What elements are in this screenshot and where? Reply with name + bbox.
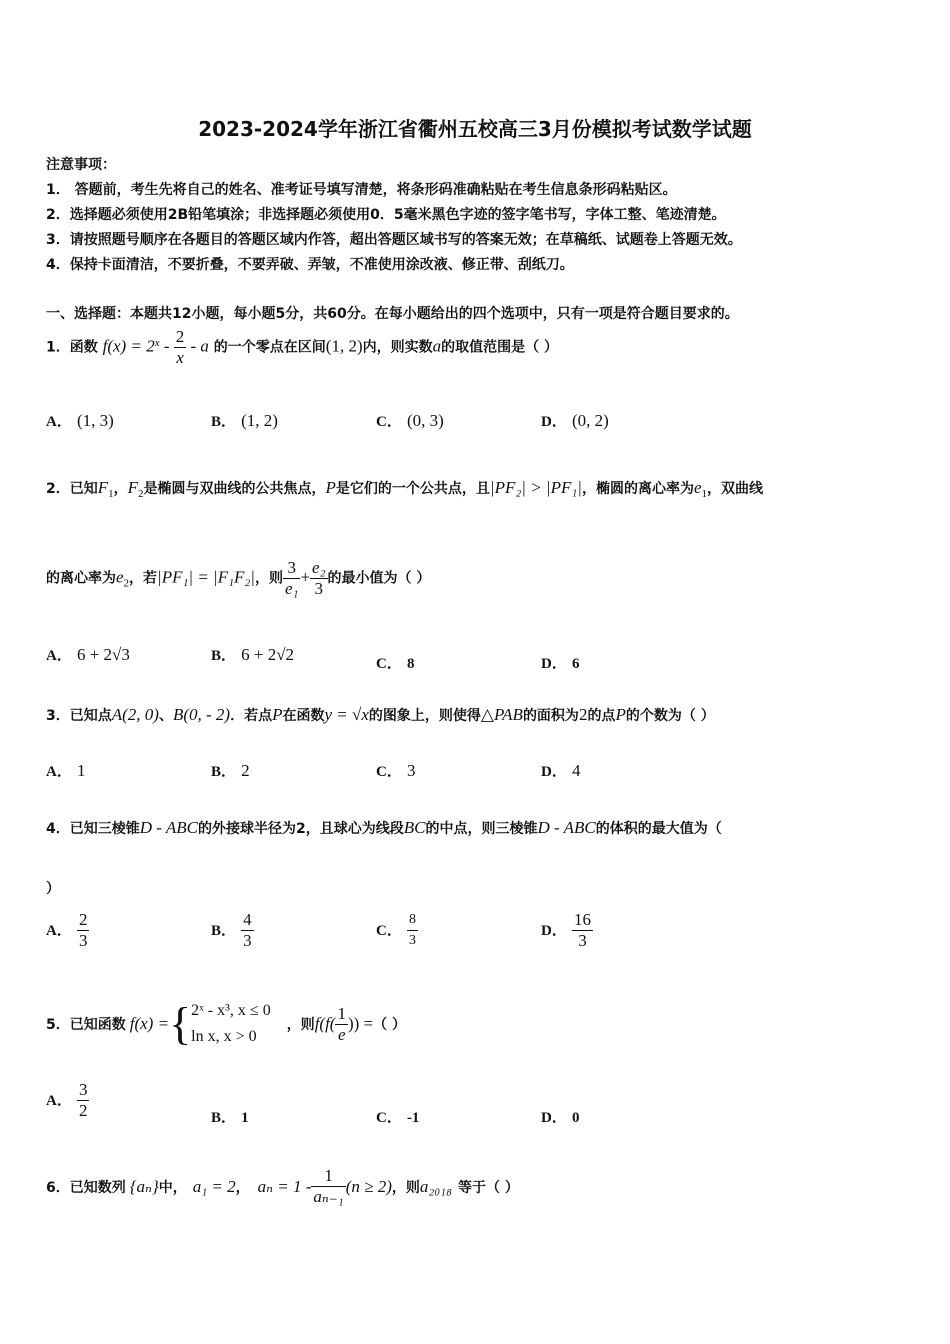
question-2-cont [46,558,430,599]
q5-option-d[interactable] [541,1106,579,1127]
question-number: 4．已知三棱锥 [46,821,140,837]
option-value: (0, 3) [406,411,444,430]
math-expression: B(0, - 2) [172,705,231,724]
denominator: 3 [578,931,587,950]
question-text: ，双曲线 [707,481,763,497]
question-number: 3．已知点 [46,708,112,724]
math-expression: (1, 2) [325,336,363,356]
option-value: 4 [571,761,581,780]
numerator: 3 [283,558,300,579]
question-text: 的最小值为（ ） [327,570,431,587]
denominator: 3 [314,579,324,598]
numerator: 1 [311,1166,345,1187]
fraction [572,910,593,951]
q4-option-c[interactable] [376,910,418,951]
option-value: 2 [241,761,250,780]
question-text: 的取值范围是（ ） [441,339,558,356]
question-text: 中， [158,1179,187,1196]
fraction [241,910,254,951]
math-expression: |PF₂| > |PF₁| [489,478,582,497]
denominator: x [176,348,184,367]
math-expression: f(f( [314,1014,336,1033]
denominator: e₁ [284,579,299,598]
numerator: e₂ [312,558,326,577]
q2-option-d[interactable] [541,652,579,673]
piecewise-case: 2ˣ - x³, x ≤ 0 [191,1002,271,1019]
q3-option-c[interactable] [376,760,415,781]
notice-heading: 注意事项： [46,157,116,173]
question-text: ，则 [254,570,283,587]
fraction [77,1080,90,1121]
option-label: A． [46,764,72,780]
q1-option-d[interactable] [541,410,609,431]
math-expression: f(x) = 2 [102,336,155,356]
math-expression: aₙ = 1 - [257,1176,312,1196]
question-text: 的一个零点在区间 [213,339,326,356]
option-label: A． [46,648,72,664]
question-text: ， [113,481,128,497]
math-expression: - [159,336,174,356]
q1-option-c[interactable] [376,410,444,431]
math-expression: D - ABC [537,818,596,837]
numerator: 2 [78,910,88,929]
option-label: C． [376,656,402,672]
question-3 [46,705,715,725]
option-value: (1, 2) [241,411,278,430]
math-expression: |PF₁| = |F₁F₂| [157,567,255,587]
page-title: 2023-2024学年浙江省衢州五校高三3月份模拟考试数学试题 [198,117,752,141]
math-expression: 1 [108,487,114,500]
question-text: 等于（ ） [458,1179,519,1196]
numerator: 3 [78,1080,88,1099]
math-expression: y = √x [324,705,369,724]
option-label: C． [376,414,402,430]
question-text: ，若 [129,570,158,587]
q1-option-b[interactable] [211,410,278,431]
option-label: C． [376,1110,402,1126]
option-value: 8 [406,656,415,672]
denominator: aₙ₋₁ [313,1187,344,1206]
q5-option-c[interactable] [376,1106,419,1127]
math-expression: 2 [123,577,130,590]
option-value: (0, 2) [571,411,609,430]
math-expression: F [127,478,139,497]
option-label: D． [541,923,567,939]
math-expression: A(2, 0) [111,705,159,724]
denominator: e [337,1024,346,1044]
option-value: 3 [406,761,416,780]
question-text: （ ） [373,1017,407,1033]
math-expression: 1 [701,487,707,500]
numerator: 1 [337,1003,346,1023]
question-text: ．若点 [230,708,273,724]
option-label: B． [211,764,237,780]
option-label: D． [541,656,567,672]
numerator: 2 [175,327,185,346]
question-text: ，则 [286,1017,315,1033]
denominator: 3 [408,933,416,948]
option-value: 0 [571,1110,580,1126]
question-text: 的体积的最大值为（ [595,821,722,837]
math-expression: + [300,567,311,587]
math-expression: 2 [578,705,588,724]
math-expression: BC [403,818,426,837]
option-label: B． [211,414,237,430]
option-label: C． [376,923,402,939]
option-value: 1 [241,1110,249,1126]
option-value: (1, 3) [76,411,114,430]
notice-item: 2．选择题必须使用2B铅笔填涂；非选择题必须使用0．5毫米黑色字迹的签字笔书写，字体工整、笔迹清楚。 [46,207,726,223]
math-expression: F [97,478,109,497]
math-expression: a₁ = 2 [192,1176,236,1196]
option-label: C． [376,764,402,780]
q1-option-a[interactable] [46,410,114,431]
math-expression: f(x) = [129,1014,170,1033]
notice-item: 3．请按照题号顺序在各题目的答题区域内作答，超出答题区域书写的答案无效；在草稿纸、试题卷上答题无效。 [46,232,742,248]
q5-option-b[interactable] [211,1106,249,1127]
q3-option-a[interactable] [46,760,85,781]
denominator: 3 [243,931,252,950]
math-expression: {aₙ} [129,1176,159,1196]
math-expression: (n ≥ 2) [345,1176,392,1196]
q3-option-b[interactable] [211,760,250,781]
question-text: 的外接球半径为2，且球心为线段 [198,821,404,837]
option-label: A． [46,414,72,430]
math-expression: a₂₀₁₈ [419,1176,452,1196]
math-expression: a [432,336,442,356]
q5-option-a[interactable] [46,1080,89,1121]
question-text: 的离心率为 [46,570,116,587]
piecewise-case: ln x, x > 0 [191,1028,257,1045]
option-value: 1 [76,761,86,780]
question-text: 的中点，则三棱锥 [425,821,538,837]
q4-option-a[interactable] [46,910,89,951]
question-number: 5．已知函数 [46,1017,126,1033]
q2-option-b[interactable] [211,644,294,665]
fraction [407,910,418,951]
fraction [174,327,187,368]
fraction [311,1166,345,1207]
question-4 [46,818,722,838]
option-label: D． [541,414,567,430]
question-2 [46,478,763,500]
piecewise-cases [191,998,271,1050]
question-1 [46,327,558,368]
q4-option-d[interactable] [541,910,593,951]
question-text: 内，则实数 [362,339,433,356]
math-expression: 2 [138,487,144,500]
option-label: B． [211,648,237,664]
brace-icon: { [169,998,192,1049]
question-text: 是椭圆与双曲线的公共焦点， [143,481,326,497]
math-expression: P [615,705,626,724]
fraction [310,558,327,599]
option-label: D． [541,1110,567,1126]
math-expression: △PAB [480,705,523,724]
option-label: A． [46,923,72,939]
question-text: 在函数 [282,708,325,724]
math-expression: e [116,567,124,587]
math-expression: D - ABC [139,818,198,837]
q2-option-a[interactable] [46,644,130,665]
fraction [283,558,300,599]
option-value: 6 + 2√2 [241,645,295,664]
denominator: 3 [78,931,88,950]
numerator: 8 [407,910,418,931]
notice-item: 4．保持卡面清洁，不要折叠，不要弄破、弄皱，不准使用涂改液、修正带、刮纸刀。 [46,257,574,273]
option-label: B． [211,1110,237,1126]
question-6 [46,1166,519,1207]
math-expression: )) = [347,1014,374,1033]
option-label: B． [211,923,237,939]
math-expression: P [325,478,336,497]
math-expression: x [154,336,160,349]
notice-item: 1． 答题前，考生先将自己的姓名、准考证号填写清楚，将条形码准确粘贴在考生信息条形码粘贴区。 [46,182,677,198]
option-value: 6 [571,656,580,672]
fraction [77,910,90,951]
question-text: 的面积为 [522,708,579,724]
question-text: ， [235,1179,250,1196]
question-text: ，则 [391,1179,420,1196]
fraction [335,1004,348,1045]
question-text: ，椭圆的离心率为 [581,481,694,497]
option-value: -1 [406,1110,420,1126]
question-text: 的图象上，则使得 [368,708,481,724]
denominator: 2 [78,1101,88,1120]
question-number: 2．已知 [46,481,98,497]
question-text: 是它们的一个公共点，且 [335,481,490,497]
q2-option-c[interactable] [376,652,414,673]
math-expression: e [693,478,702,497]
math-expression: - a [186,336,209,356]
q4-option-b[interactable] [211,910,254,951]
numerator: 16 [573,910,591,929]
question-text: 、 [158,708,173,724]
q3-option-d[interactable] [541,760,580,781]
question-text: 的个数为（ ） [625,708,715,724]
question-number: 1．函数 [46,339,98,356]
question-4-cont: ） [46,881,60,897]
section-heading: 一、选择题：本题共12小题，每小题5分，共60分。在每小题给出的四个选项中，只有一项是符合题目要求的。 [46,306,739,322]
option-value: 6 + 2√3 [76,645,130,664]
question-number: 6．已知数列 [46,1179,126,1196]
option-label: D． [541,764,567,780]
math-expression: P [272,705,283,724]
question-text: 的点 [587,708,616,724]
numerator: 4 [243,910,252,929]
option-label: A． [46,1093,72,1109]
question-5 [46,998,406,1050]
